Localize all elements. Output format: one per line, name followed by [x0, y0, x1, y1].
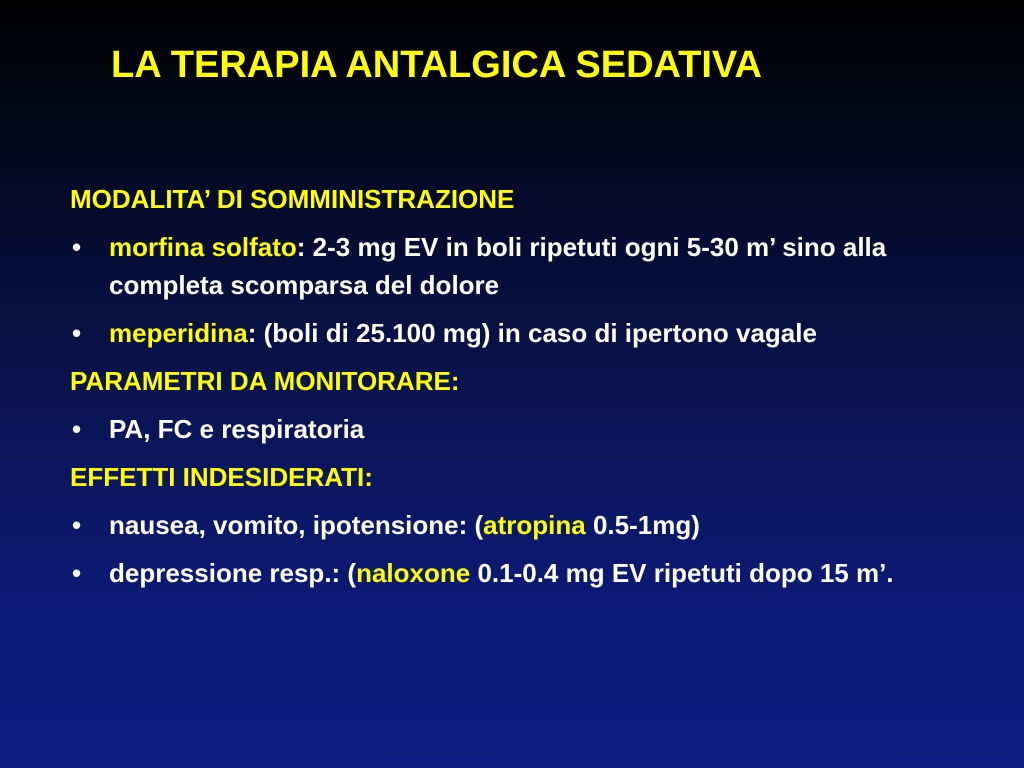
bullet-text-meperidina: : (boli di 25.100 mg) in caso di ipertono vagale [247, 318, 817, 348]
bullet-text-parametri: PA, FC e respiratoria [109, 414, 365, 444]
drug-name-meperidina: meperidina [109, 318, 248, 348]
bullet-item-morfina [70, 228, 970, 304]
bullet-item-depressione [70, 554, 970, 592]
bullet-icon: • [72, 232, 82, 262]
bullet-icon: • [72, 510, 82, 540]
bullet-text-morfina: : 2-3 mg EV in boli ripetuti ogni 5-30 m’ sino alla completa scomparsa del dolore [109, 232, 887, 300]
bullet-item-nausea [70, 506, 970, 544]
bullet-text-nausea-post: 0.5-1mg) [585, 510, 700, 540]
bullet-icon: • [72, 318, 82, 348]
bullet-icon: • [72, 558, 82, 588]
bullet-icon: • [72, 414, 82, 444]
drug-name-atropina: atropina [483, 510, 586, 540]
bullet-item-parametri [70, 410, 970, 448]
drug-name-naloxone: naloxone [356, 558, 471, 588]
section-heading-parametri: PARAMETRI DA MONITORARE: [70, 366, 460, 396]
slide-title: LA TERAPIA ANTALGICA SEDATIVA [111, 44, 762, 86]
section-heading-effetti: EFFETTI INDESIDERATI: [70, 462, 373, 492]
drug-name-morfina: morfina solfato [109, 232, 297, 262]
bullet-text-depressione-post: 0.1-0.4 mg EV ripetuti dopo 15 m’. [470, 558, 894, 588]
bullet-text-depressione-pre: depressione resp.: ( [109, 558, 357, 588]
section-heading-somministrazione: MODALITA’ DI SOMMINISTRAZIONE [70, 184, 515, 214]
bullet-item-meperidina [70, 314, 970, 352]
bullet-text-nausea-pre: nausea, vomito, ipotensione: ( [109, 510, 484, 540]
slide-content [70, 180, 970, 602]
